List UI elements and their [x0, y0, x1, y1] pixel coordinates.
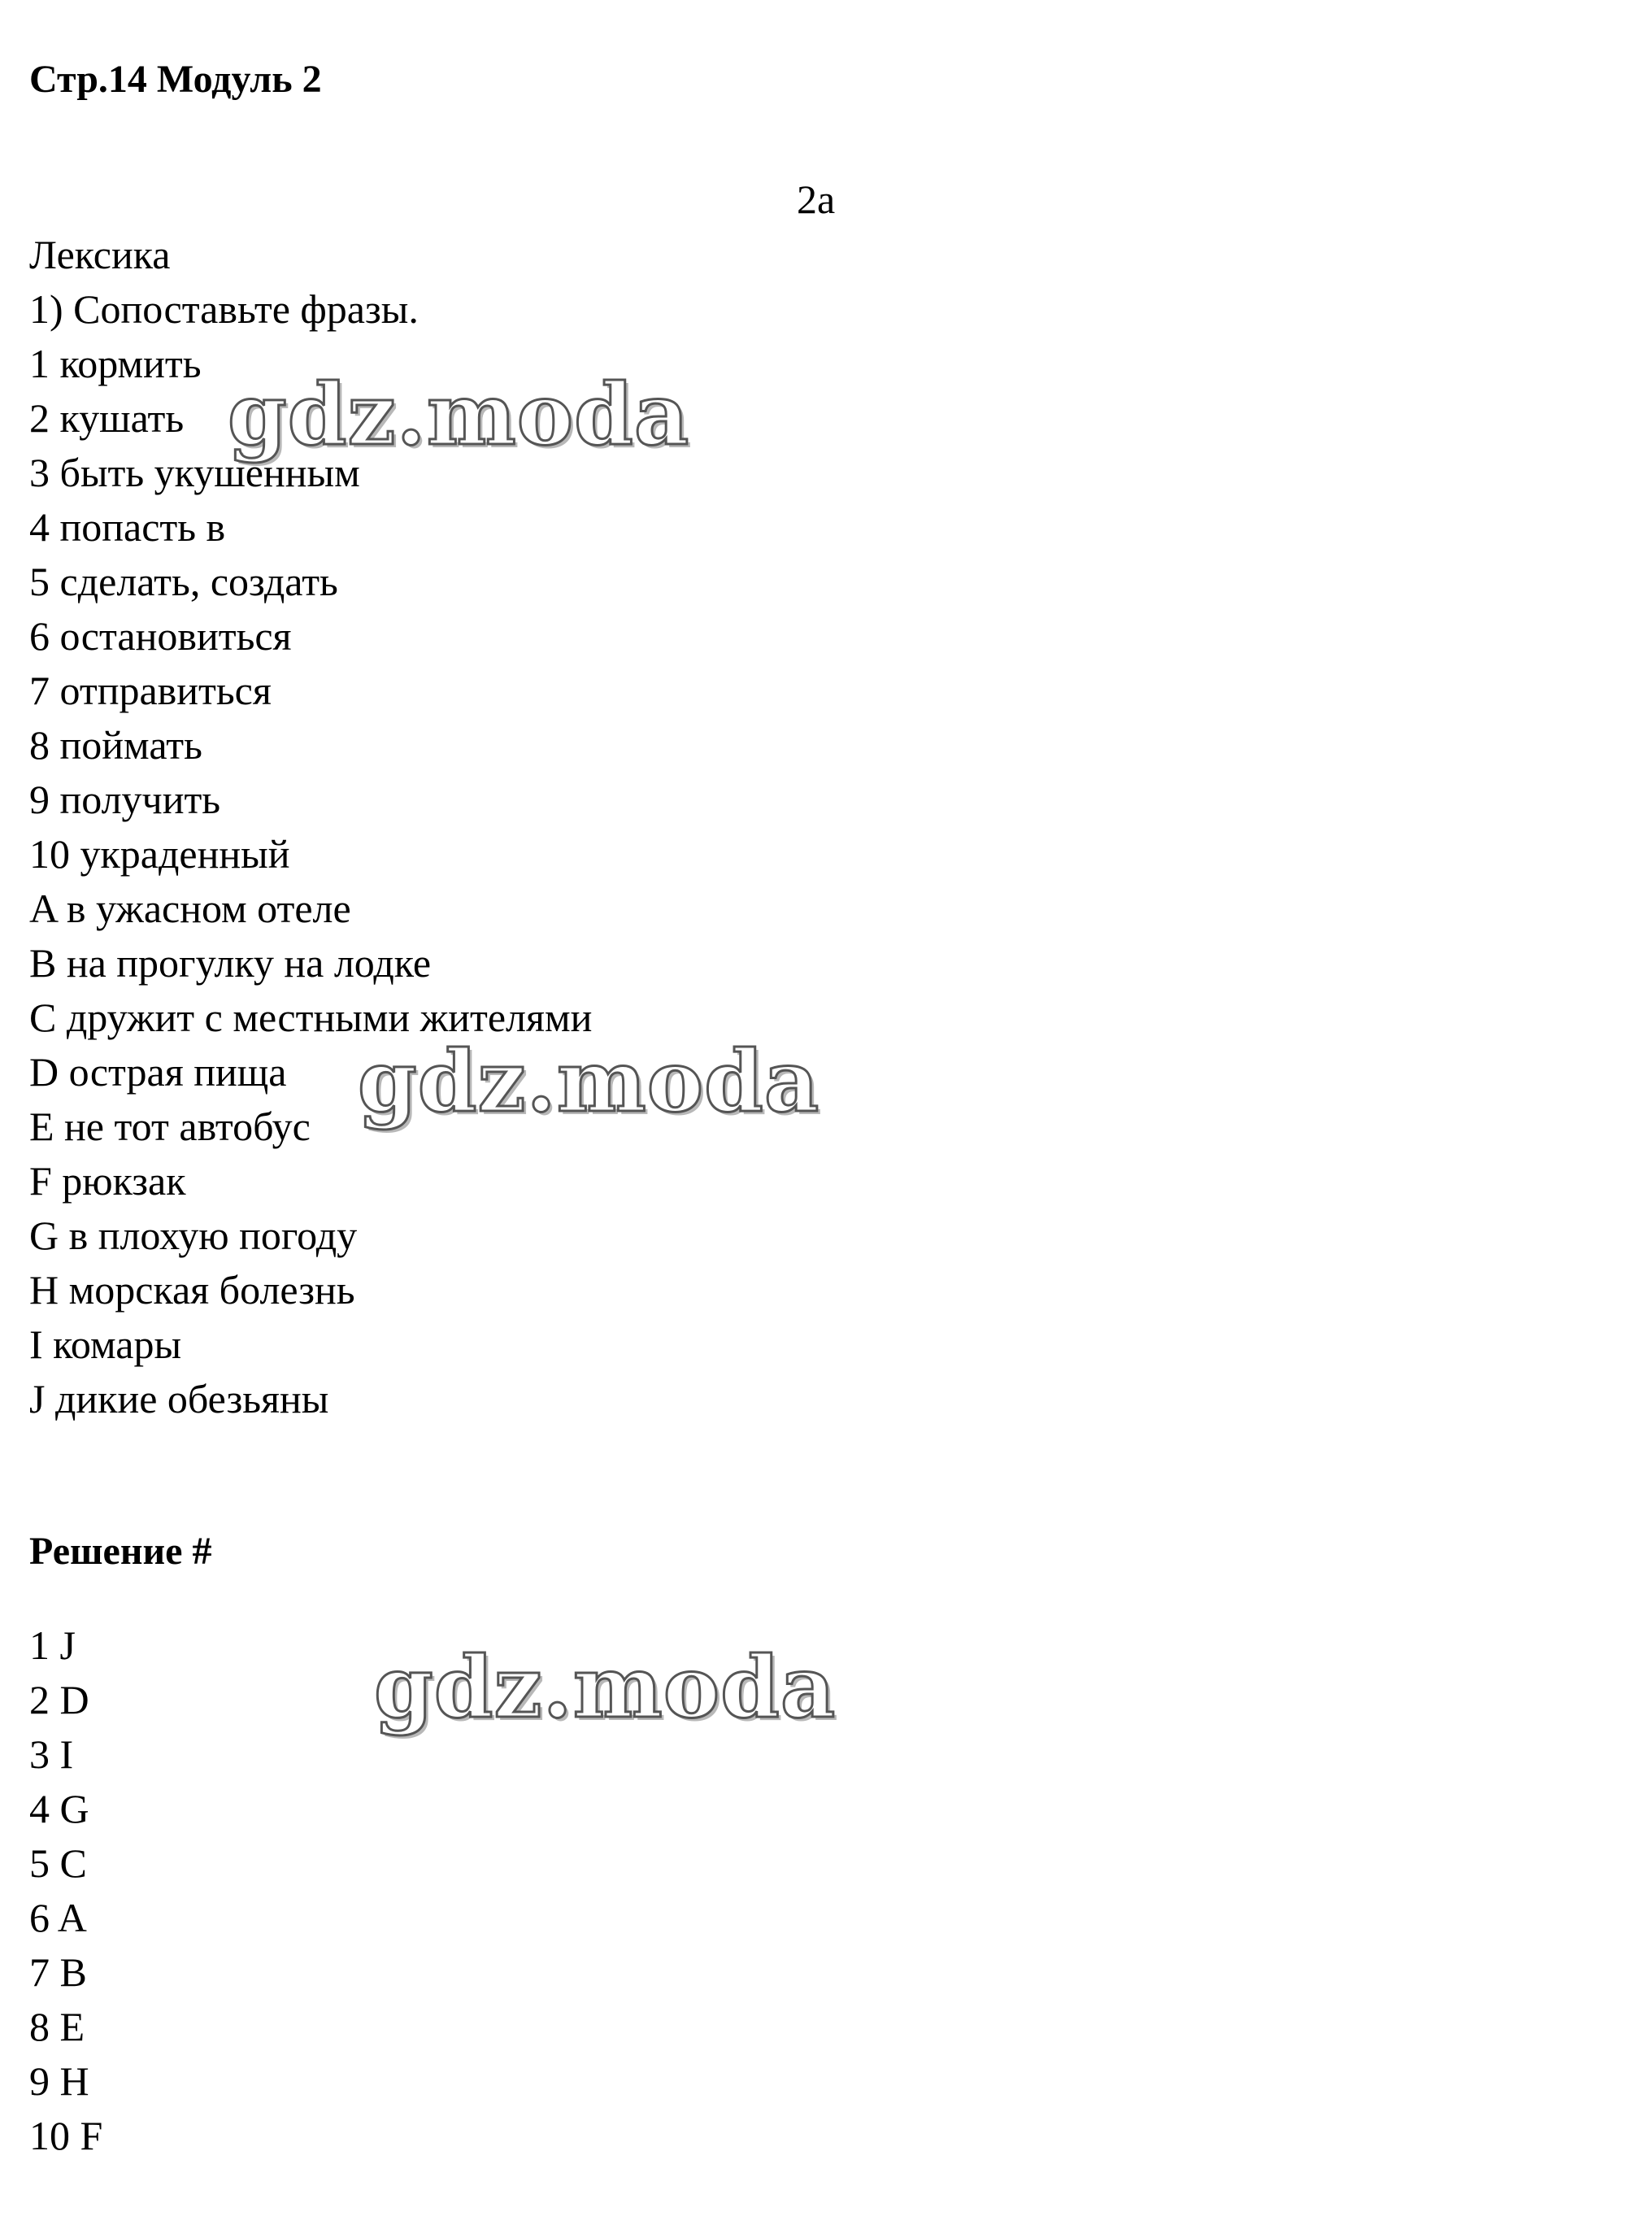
numbered-item: 8 поймать: [29, 722, 202, 768]
section-label: 2a: [797, 176, 836, 222]
task-instruction: 1) Сопоставьте фразы.: [29, 286, 419, 332]
lettered-item: G в плохую погоду: [29, 1213, 358, 1258]
numbered-item: 4 попасть в: [29, 504, 226, 550]
answer-item: 7 B: [29, 1949, 87, 1995]
lettered-item: E не тот автобус: [29, 1104, 311, 1149]
numbered-item: 3 быть укушенным: [29, 450, 360, 495]
answer-list: [29, 1618, 102, 2163]
watermark: gdz.moda: [374, 1637, 837, 1737]
lettered-item: J дикие обезьяны: [29, 1376, 329, 1422]
answer-item: 2 D: [29, 1677, 89, 1722]
numbered-item: 5 сделать, создать: [29, 559, 338, 604]
numbered-item: 2 кушать: [29, 395, 185, 441]
lettered-item: I комары: [29, 1321, 182, 1367]
page-title: Стр.14 Модуль 2: [29, 58, 322, 101]
lettered-item: B на прогулку на лодке: [29, 940, 432, 986]
answer-item: 3 I: [29, 1731, 74, 1777]
lettered-item: F рюкзак: [29, 1158, 186, 1204]
vocabulary-heading: Лексика: [29, 232, 171, 277]
watermark: gdz.moda: [358, 1031, 820, 1131]
lettered-item: A в ужасном отеле: [29, 886, 351, 931]
lettered-item: H морская болезнь: [29, 1267, 355, 1313]
answer-item: 1 J: [29, 1622, 76, 1668]
numbered-item: 9 получить: [29, 777, 221, 822]
answer-item: 8 E: [29, 2004, 85, 2049]
numbered-item: 7 отправиться: [29, 668, 272, 713]
numbered-item: 1 кормить: [29, 341, 202, 386]
answer-item: 10 F: [29, 2113, 103, 2158]
answer-item: 6 A: [29, 1895, 87, 1940]
answer-item: 9 H: [29, 2058, 89, 2104]
lettered-item: D острая пища: [29, 1049, 287, 1095]
answer-item: 4 G: [29, 1786, 89, 1831]
answer-item: 5 C: [29, 1840, 87, 1886]
numbered-item: 10 украденный: [29, 831, 290, 877]
numbered-item: 6 остановиться: [29, 613, 292, 659]
lettered-item: C дружит с местными жителями: [29, 995, 593, 1040]
solution-title: Решение #: [29, 1530, 212, 1573]
watermark: gdz.moda: [228, 364, 690, 464]
